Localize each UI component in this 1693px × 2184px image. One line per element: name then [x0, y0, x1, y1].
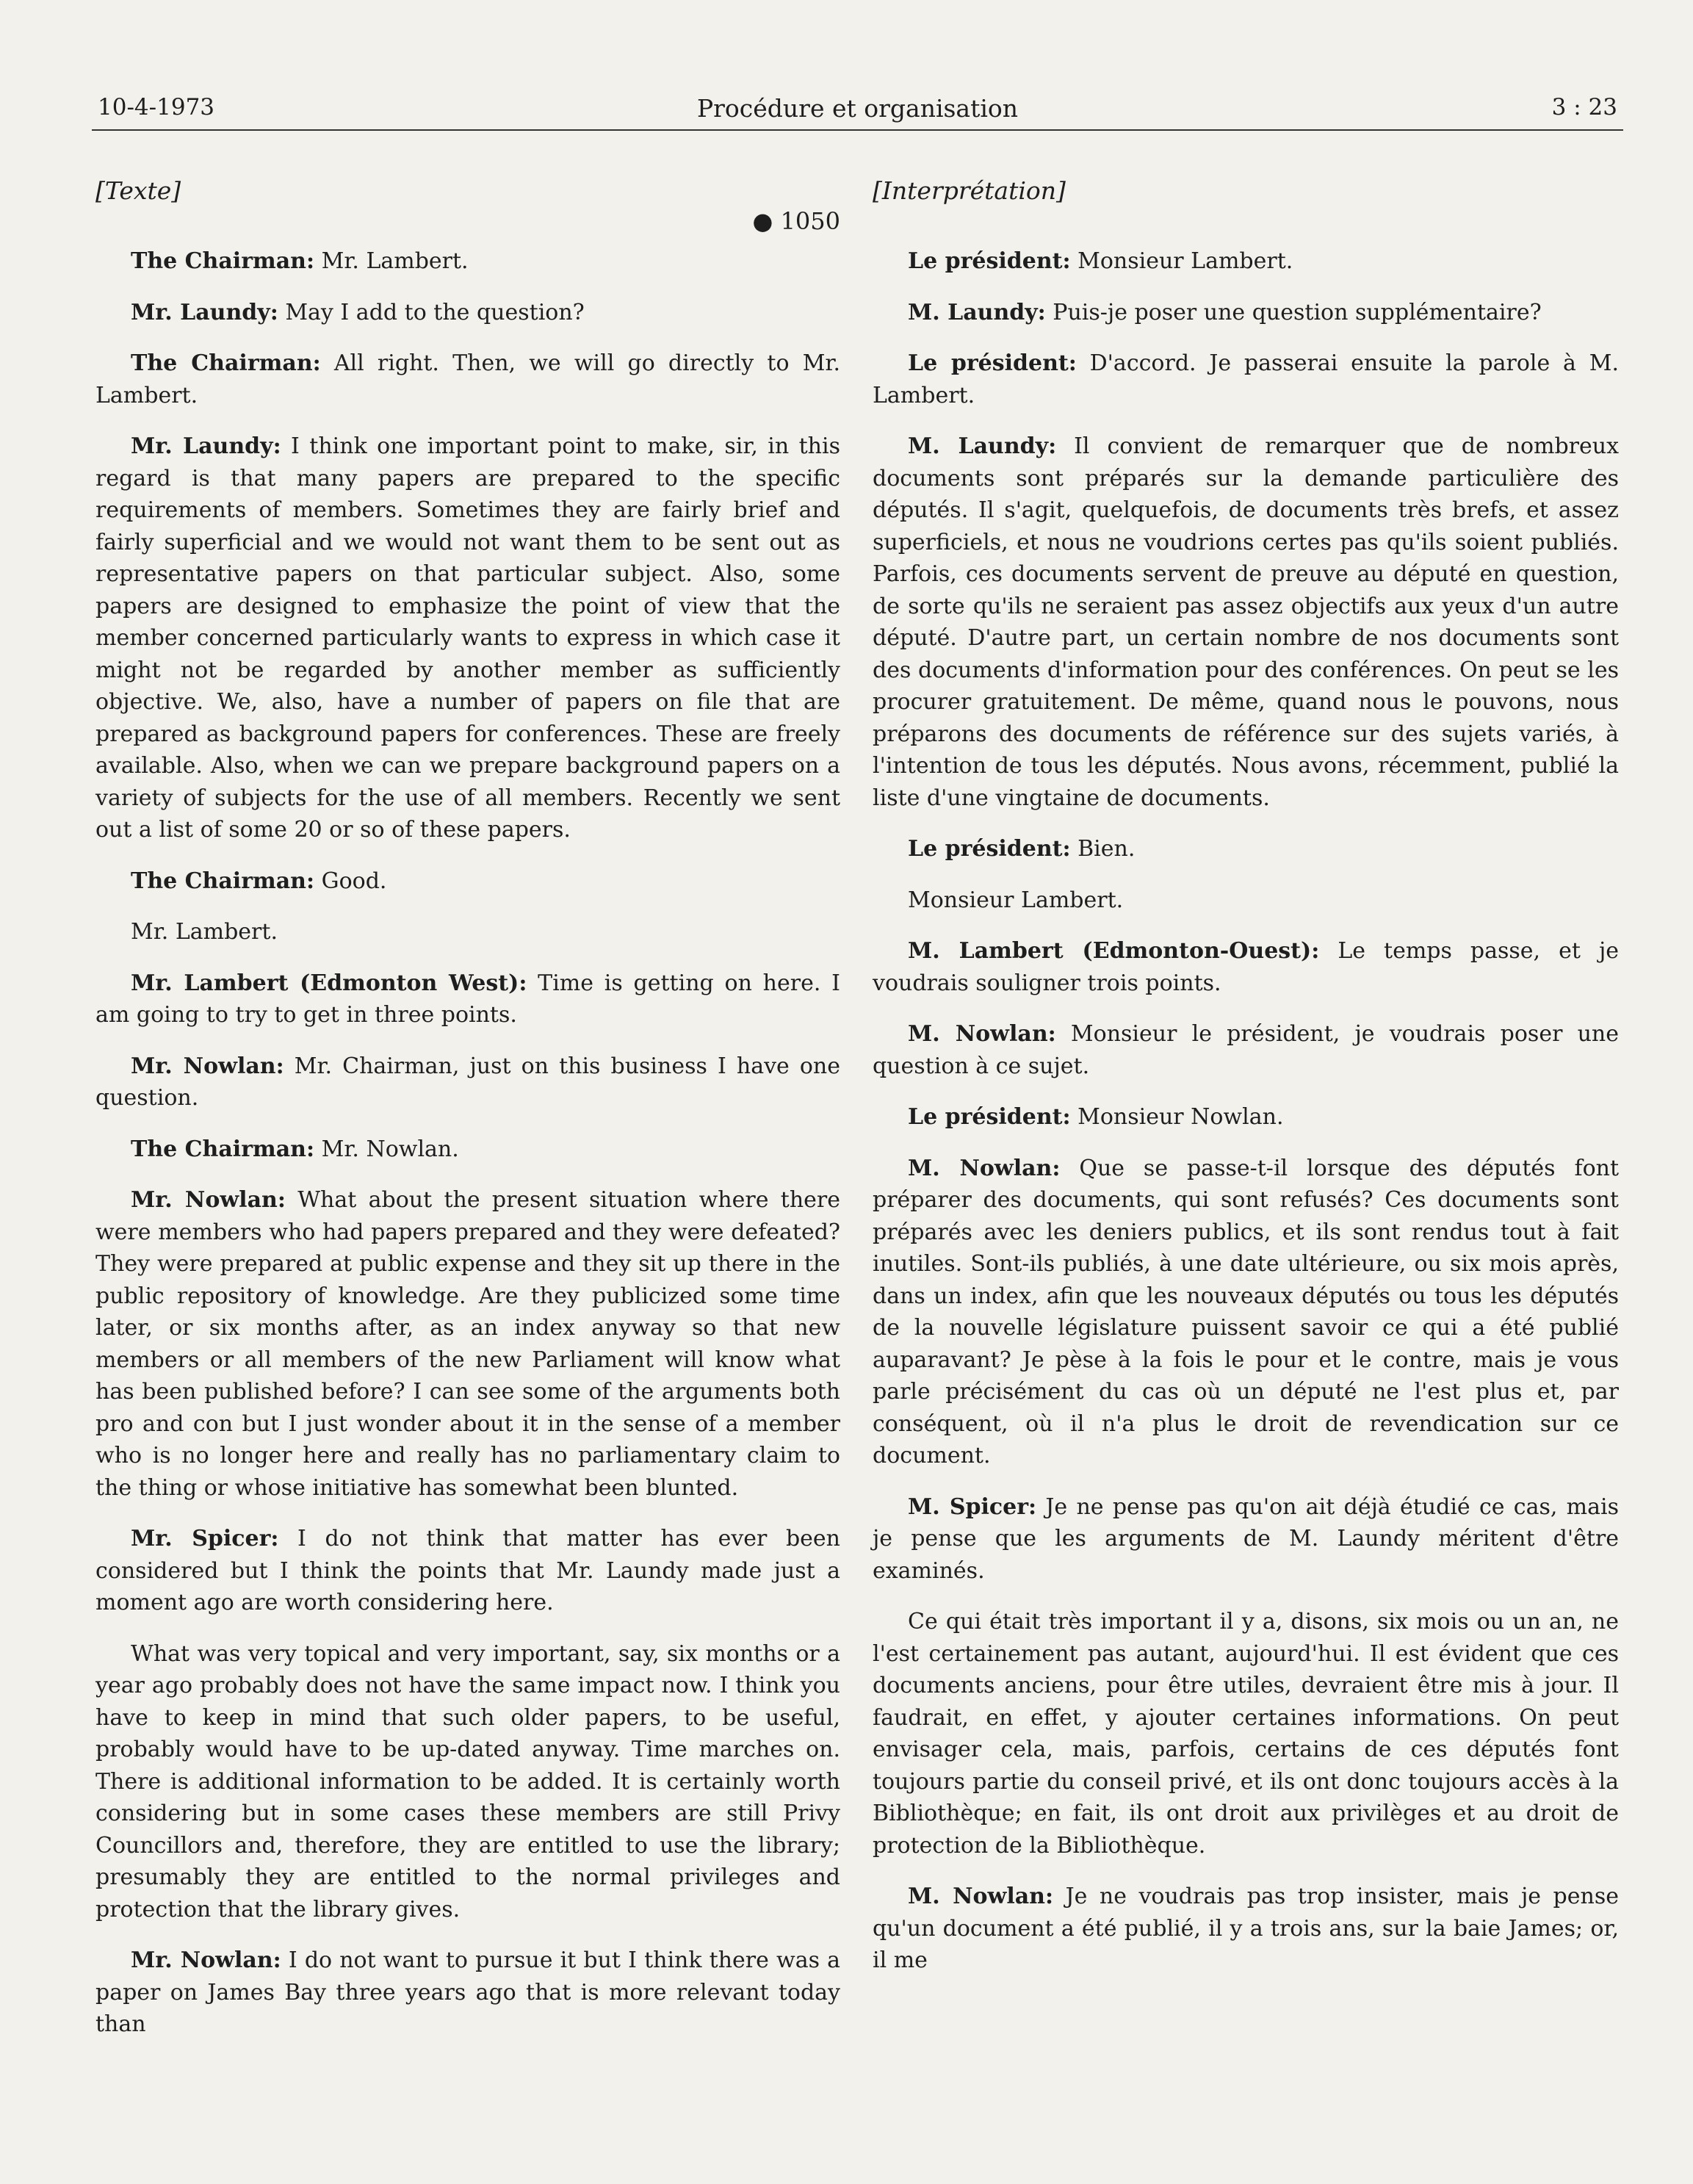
paragraph	[95, 1638, 840, 1926]
header-page-number: 3 : 23	[1551, 94, 1617, 120]
speech-text: D'accord. Je passerai ensuite la parole à M. Lambert.	[873, 350, 1619, 408]
paragraph	[95, 1523, 840, 1619]
speech-text: Puis-je poser une question supplémentaire?	[1045, 299, 1542, 325]
paragraph	[95, 245, 840, 278]
speaker: Mr. Spicer:	[131, 1526, 279, 1551]
speech-text: Monsieur le président, je voudrais poser une question à ce sujet.	[873, 1021, 1620, 1079]
speech-text: Je ne voudrais pas trop insister, mais je pense qu'un document a été publié, il y a trois ans, sur la baie James; or, il me	[873, 1884, 1619, 1973]
paragraph	[95, 967, 840, 1031]
speaker: Mr. Lambert (Edmonton West):	[131, 970, 527, 996]
speaker: Le président:	[908, 350, 1077, 376]
speech-text: Il convient de remarquer que de nombreux documents sont préparés sur la demande particulière des députés. Il s'agit, quelquefois, de documents très brefs, et assez superficiels, et nous ne voudrions certes pas qu'ils soient publiés. Parfois, ces documents servent de preuve au député en question, de sorte qu'ils ne seraient pas assez objectifs aux yeux d'un autre député. D'autre part, un certain nombre de nos documents sont des documents d'information pour des conférences. On peut se les procurer gratuitement. De même, quand nous le pouvons, nous préparons des documents de référence sur des sujets variés, à l'intention de tous les députés. Nous avons, récemment, publié la liste d'une vingtaine de documents.	[873, 433, 1619, 811]
speech-text: May I add to the question?	[278, 299, 585, 325]
speech-text: Je ne pense pas qu'on ait déjà étudié ce cas, mais je pense que les arguments de M. Laundy méritent d'être examinés.	[873, 1493, 1620, 1584]
speech-text: Time is getting on here. I am going to try to get in three points.	[95, 970, 840, 1028]
french-column	[873, 176, 1619, 1996]
speaker: Mr. Laundy:	[131, 299, 278, 325]
speaker: M. Spicer:	[908, 1493, 1037, 1520]
speech-text: Monsieur Nowlan.	[1070, 1104, 1284, 1130]
paragraph	[95, 347, 840, 411]
paragraph	[95, 1134, 840, 1166]
paragraph	[95, 1945, 840, 2041]
paragraph	[95, 297, 840, 329]
speaker: M. Nowlan:	[908, 1021, 1056, 1047]
header-rule	[92, 129, 1623, 131]
paragraph	[95, 1184, 840, 1504]
header-title: Procédure et organisation	[696, 94, 1019, 123]
paragraph	[873, 347, 1619, 411]
speaker: Le président:	[908, 1104, 1071, 1130]
paragraph	[873, 297, 1619, 329]
speaker: Mr. Nowlan:	[131, 1947, 281, 1973]
speaker: The Chairman:	[131, 868, 315, 894]
speech-text: What was very topical and very important, say, six months or a year ago probably does not have the same impact now. I think you have to keep in mind that such older papers, to be useful, probably would have to be up-dated anyway. Time marches on. There is additional information to be added. It is certainly worth considering but in some cases these members are still Privy Councillors and, therefore, they are entitled to use the library; presumably they are entitled to the normal privileges and protection that the library gives.	[95, 1640, 840, 1922]
speech-text: Ce qui était très important il y a, disons, six mois ou un an, ne l'est certainement pas autant, aujourd'hui. Il est évident que ces documents anciens, pour être utiles, devraient être mis à jour. Il faudrait, en effet, y ajouter certaines informations. On peut envisager cela, mais, parfois, certains de ces députés font toujours partie du conseil privé, et ils ont donc toujours accès à la Bibliothèque; en fait, ils ont droit aux privilèges et au droit de protection de la Bibliothèque.	[873, 1609, 1619, 1859]
paragraph	[95, 1050, 840, 1114]
paragraph	[95, 430, 840, 846]
paragraph	[873, 935, 1619, 999]
paragraph	[873, 1491, 1619, 1587]
speech-text: Monsieur Lambert.	[908, 887, 1124, 913]
speech-text: Le temps passe, et je voudrais souligner trois points.	[873, 938, 1620, 996]
speech-text: I think one important point to make, sir, in this regard is that many papers are prepared to the specific requirements of members. Sometimes they are fairly brief and fairly superficial and we would not want them to be sent out as representative papers on that particular subject. Also, some papers are designed to emphasize the point of view that the member concerned particularly wants to express in which case it might not be regarded by another member as sufficiently objective. We, also, have a number of papers on file that are prepared as background papers for conferences. These are freely available. Also, when we can we prepare background papers on a variety of subjects for the use of all members. Recently we sent out a list of some 20 or so of these papers.	[95, 433, 840, 843]
speaker: The Chairman:	[131, 350, 321, 376]
speaker: M. Laundy:	[908, 433, 1057, 459]
speaker: Le président:	[908, 836, 1071, 862]
paragraph	[873, 1101, 1619, 1134]
paragraph	[873, 1881, 1619, 1977]
paragraph	[873, 245, 1619, 278]
speaker: Mr. Nowlan:	[131, 1187, 286, 1213]
column-label-interpretation: [Interprétation]	[873, 176, 1066, 205]
paragraph	[873, 1153, 1619, 1472]
speaker: M. Lambert (Edmonton-Ouest):	[908, 938, 1320, 964]
speech-text: What about the present situation where there were members who had papers prepared and they were defeated? They were prepared at public expense and they sit up there in the public repository of knowledge. Are they publicized some time later, or six months after, as an index anyway so that new members or all members of the new Parliament will know what has been published before? I can see some of the arguments both pro and con but I just wonder about it in the sense of a member who is no longer here and really has no parliamentary claim to the thing or whose initiative has somewhat been blunted.	[95, 1187, 840, 1501]
english-column	[95, 176, 840, 2060]
speech-text: Mr. Chairman, just on this business I have one question.	[95, 1053, 840, 1111]
column-label-texte: [Texte]	[95, 176, 181, 205]
speaker: Mr. Nowlan:	[131, 1053, 284, 1079]
paragraph	[873, 833, 1619, 865]
time-marker: ● 1050	[752, 207, 840, 235]
time-marker-spacer	[873, 207, 1619, 245]
speaker: The Chairman:	[131, 248, 315, 274]
paragraph	[873, 430, 1619, 814]
paragraph	[873, 884, 1619, 917]
speech-text: Mr. Lambert.	[131, 919, 278, 945]
speech-text: Bien.	[1070, 836, 1136, 862]
header-date: 10-4-1973	[98, 94, 215, 120]
speech-text: Mr. Nowlan.	[314, 1136, 459, 1162]
speech-text: Mr. Lambert.	[314, 248, 469, 274]
speaker: Mr. Laundy:	[131, 433, 281, 459]
speech-text: I do not want to pursue it but I think there was a paper on James Bay three years ago that is more relevant today than	[95, 1947, 840, 2037]
speech-text: All right. Then, we will go directly to Mr. Lambert.	[95, 350, 840, 408]
speaker: The Chairman:	[131, 1136, 315, 1162]
speaker: M. Laundy:	[908, 299, 1046, 325]
paragraph	[95, 865, 840, 898]
paragraph	[873, 1606, 1619, 1862]
speech-text: Good.	[314, 868, 387, 894]
speech-text: Que se passe-t-il lorsque des députés font préparer des documents, qui sont refusés? Ces documents sont préparés avec les deniers publics, et ils sont rendus tout à fait inutiles. Sont-ils publiés, à une date ultérieure, ou six mois après, dans un index, afin que les nouveaux députés ou tous les députés de la nouvelle législature puissent savoir ce qui a été publié auparavant? Je pèse à la fois le pour et le contre, mais je vous parle précisément du cas où un député ne l'est plus et, par conséquent, où il n'a plus le droit de revendication sur ce document.	[873, 1155, 1620, 1468]
speech-text: Monsieur Lambert.	[1070, 248, 1293, 274]
paragraph	[95, 916, 840, 948]
speaker: M. Nowlan:	[908, 1884, 1054, 1909]
page-header	[92, 94, 1623, 132]
paragraph	[873, 1018, 1619, 1082]
speaker: Le président:	[908, 248, 1071, 274]
speaker: M. Nowlan:	[908, 1155, 1061, 1181]
speech-text: I do not think that matter has ever been considered but I think the points that Mr. Laundy made just a moment ago are worth considering here.	[95, 1526, 840, 1615]
